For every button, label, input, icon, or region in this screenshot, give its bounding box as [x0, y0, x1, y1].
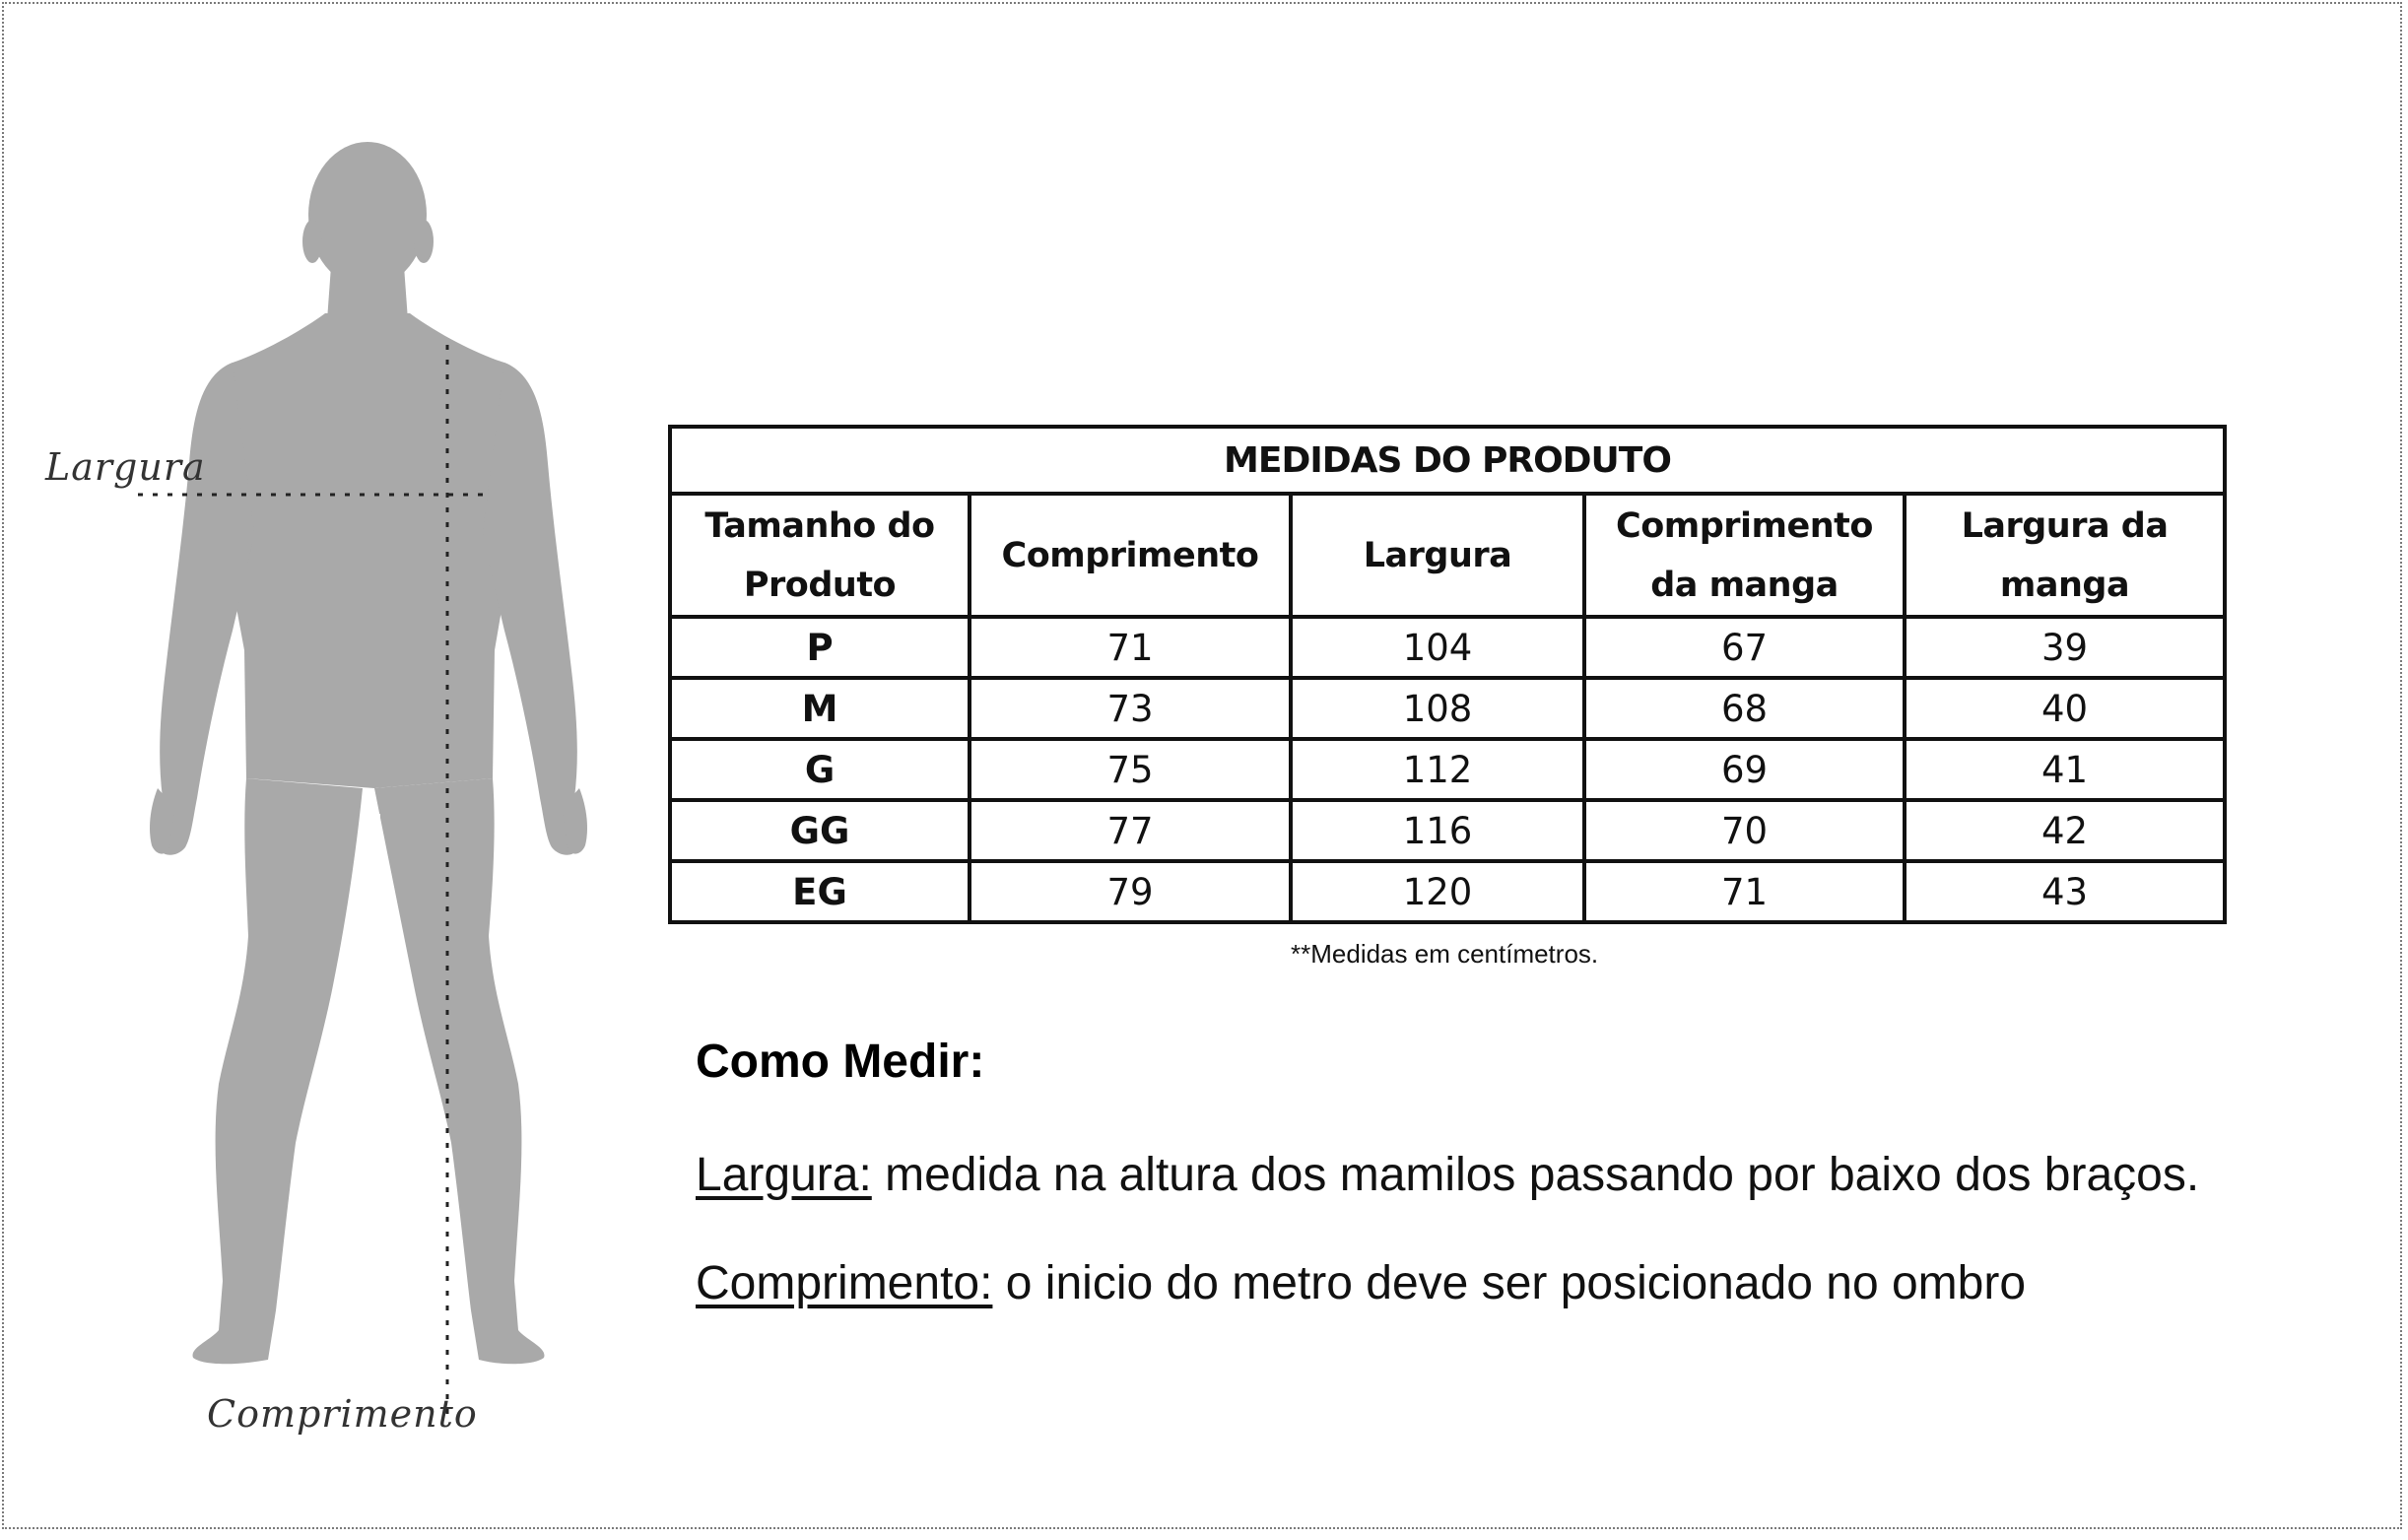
table-header-row — [670, 494, 2225, 617]
width-cell: 116 — [1291, 800, 1584, 861]
table-row — [670, 678, 2225, 739]
sleeve-length-cell: 68 — [1584, 678, 1905, 739]
column-header-sleeve-width: Largura da manga — [1905, 494, 2225, 617]
width-cell: 108 — [1291, 678, 1584, 739]
width-cell: 120 — [1291, 861, 1584, 922]
table-row — [670, 739, 2225, 800]
human-silhouette-icon — [0, 0, 631, 1535]
length-cell: 73 — [970, 678, 1291, 739]
length-cell: 71 — [970, 617, 1291, 678]
size-table — [668, 425, 2227, 924]
sleeve-length-cell: 70 — [1584, 800, 1905, 861]
width-cell: 112 — [1291, 739, 1584, 800]
length-instruction — [696, 1256, 2026, 1310]
length-description: o inicio do metro deve ser posicionado no ombro — [992, 1257, 2027, 1309]
sleeve-width-cell: 40 — [1905, 678, 2225, 739]
length-cell: 79 — [970, 861, 1291, 922]
column-header-sleeve-length: Comprimento da manga — [1584, 494, 1905, 617]
sleeve-width-cell: 43 — [1905, 861, 2225, 922]
length-label: Comprimento — [207, 1392, 478, 1436]
sleeve-width-cell: 39 — [1905, 617, 2225, 678]
silhouette-body — [150, 142, 587, 1364]
size-cell: P — [670, 617, 970, 678]
table-title: MEDIDAS DO PRODUTO — [670, 427, 2225, 494]
width-cell: 104 — [1291, 617, 1584, 678]
sleeve-width-cell: 41 — [1905, 739, 2225, 800]
column-header-length: Comprimento — [970, 494, 1291, 617]
how-to-measure-title: Como Medir: — [696, 1036, 985, 1088]
sleeve-length-cell: 67 — [1584, 617, 1905, 678]
sleeve-width-cell: 42 — [1905, 800, 2225, 861]
length-cell: 75 — [970, 739, 1291, 800]
length-term: Comprimento: — [696, 1257, 993, 1309]
width-label: Largura — [45, 445, 206, 489]
column-header-width: Largura — [1291, 494, 1584, 617]
width-description: medida na altura dos mamilos passando por baixo dos braços. — [871, 1149, 2200, 1201]
measurement-figure — [0, 0, 631, 1535]
size-cell: EG — [670, 861, 970, 922]
sleeve-length-cell: 71 — [1584, 861, 1905, 922]
table-row — [670, 800, 2225, 861]
table-row — [670, 861, 2225, 922]
sleeve-length-cell: 69 — [1584, 739, 1905, 800]
width-instruction — [696, 1148, 2199, 1202]
size-cell: GG — [670, 800, 970, 861]
units-note: **Medidas em centímetros. — [1291, 939, 1599, 969]
size-cell: M — [670, 678, 970, 739]
width-term: Largura: — [696, 1149, 872, 1201]
length-cell: 77 — [970, 800, 1291, 861]
column-header-size: Tamanho do Produto — [670, 494, 970, 617]
silhouette-gap — [361, 814, 380, 887]
size-cell: G — [670, 739, 970, 800]
table-row — [670, 617, 2225, 678]
